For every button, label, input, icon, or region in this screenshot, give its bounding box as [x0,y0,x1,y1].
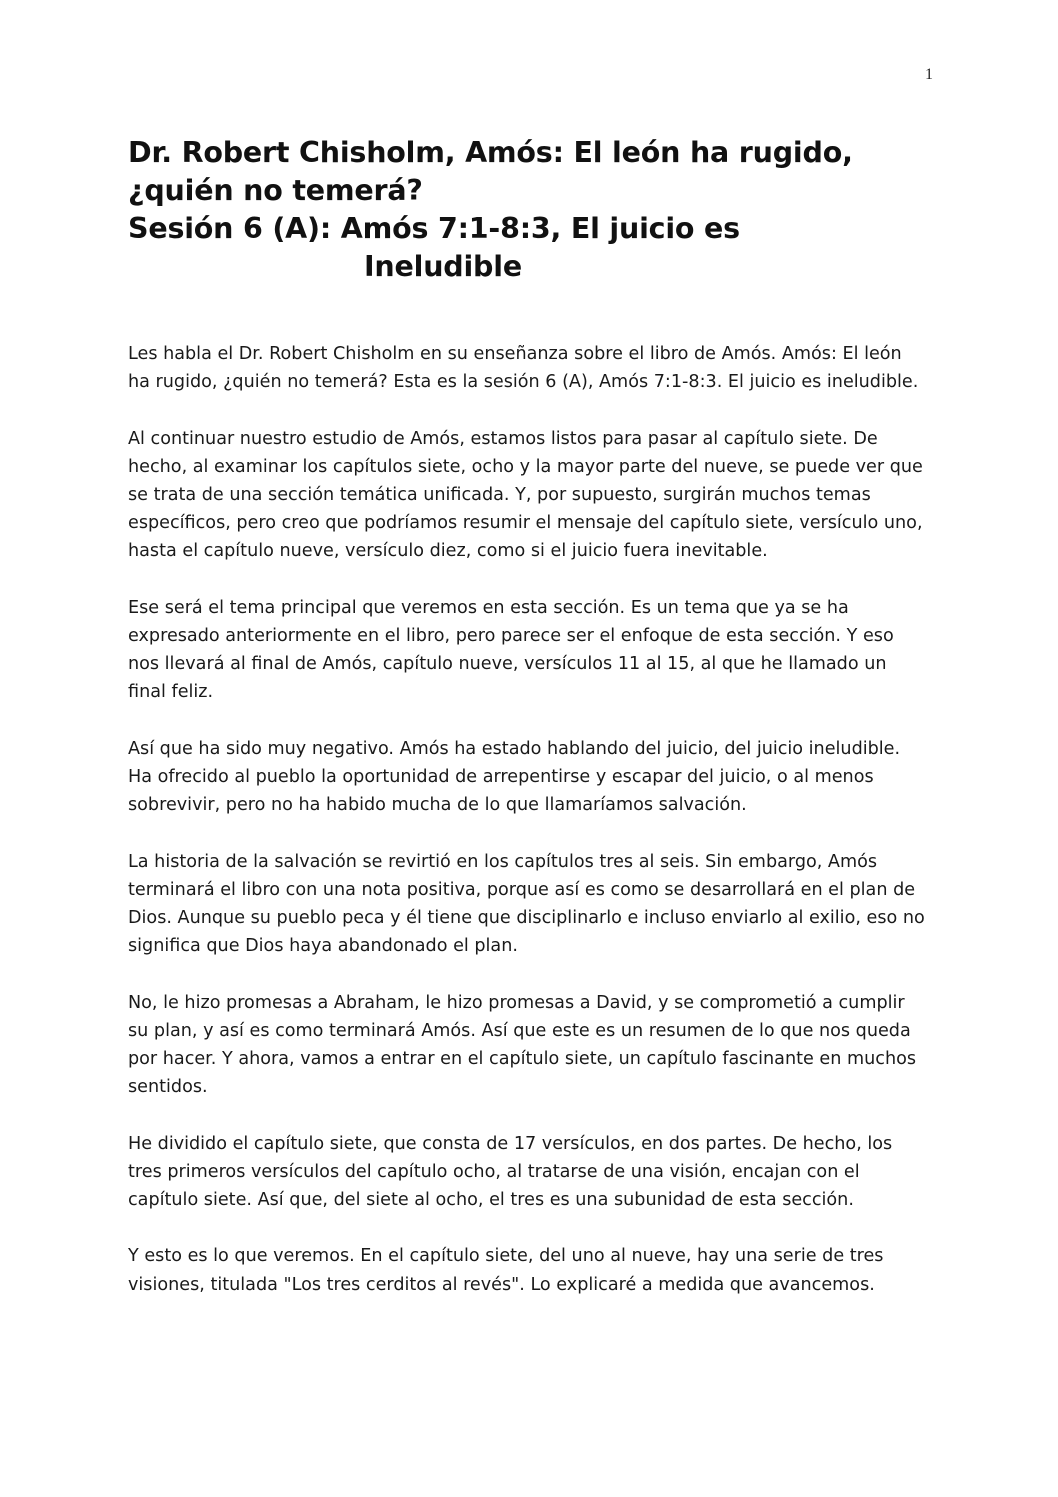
document-title [128,134,948,286]
paragraph: Ese será el tema principal que veremos en esta sección. Es un tema que ya se ha expresado anteriormente en el libro, pero parece ser el enfoque de esta sección. Y eso nos llevará al final de Amós, capítulo nueve, versículos 11 al 15, al que he llamado un final feliz. [128,597,894,703]
paragraph: Así que ha sido muy negativo. Amós ha estado hablando del juicio, del juicio ineludible. Ha ofrecido al pueblo la oportunidad de arrepentirse y escapar del juicio, o al menos sobrevivir, pero no ha habido mucha de lo que llamaríamos salvación. [128,738,901,816]
paragraph: La historia de la salvación se revirtió en los capítulos tres al seis. Sin embargo, Amós terminará el libro con una nota positiva, porque así es como se desarrollará en el plan de Dios. Aunque su pueblo peca y él tiene que disciplinarlo e incluso enviarlo al exilio, eso no significa que Dios haya abandonado el plan. [128,851,925,957]
title-line-2: ¿quién no temerá? [128,174,423,207]
paragraph: Al continuar nuestro estudio de Amós, estamos listos para pasar al capítulo siete. De hecho, al examinar los capítulos siete, ocho y la mayor parte del nueve, se puede ver que se trata de una sección temática unificada. Y, por supuesto, surgirán muchos temas específicos, pero creo que podríamos resumir el mensaje del capítulo siete, versículo uno, hasta el capítulo nueve, versículo diez, como si el juicio fuera inevitable. [128,428,923,562]
page-number: 1 [925,66,933,83]
paragraph: He dividido el capítulo siete, que consta de 17 versículos, en dos partes. De hecho, los tres primeros versículos del capítulo ocho, al tratarse de una visión, encajan con el capítulo siete. Así que, del siete al ocho, el tres es una subunidad de esta sección. [128,1133,893,1210]
session-title-continuation: Ineludible [364,250,522,283]
paragraph: Les habla el Dr. Robert Chisholm en su enseñanza sobre el libro de Amós. Amós: El león ha rugido, ¿quién no temerá? Esta es la sesión 6 (A), Amós 7:1-8:3. El juicio es ineludible. [128,344,919,393]
document-body [128,340,928,1327]
session-title-line: Sesión 6 (A): Amós 7:1-8:3, El juicio es [128,212,740,245]
paragraph: Y esto es lo que veremos. En el capítulo siete, del uno al nueve, hay una serie de tres visiones, titulada "Los tres cerditos al revés". Lo explicaré a medida que avancemos. [128,1246,884,1295]
paragraph: No, le hizo promesas a Abraham, le hizo promesas a David, y se comprometió a cumplir su plan, y así es como terminará Amós. Así que este es un resumen de lo que nos queda por hacer. Y ahora, vamos a entrar en el capítulo siete, un capítulo fascinante en muchos sentidos. [128,992,917,1098]
title-line-1: Dr. Robert Chisholm, Amós: El león ha rugido, [128,136,853,169]
